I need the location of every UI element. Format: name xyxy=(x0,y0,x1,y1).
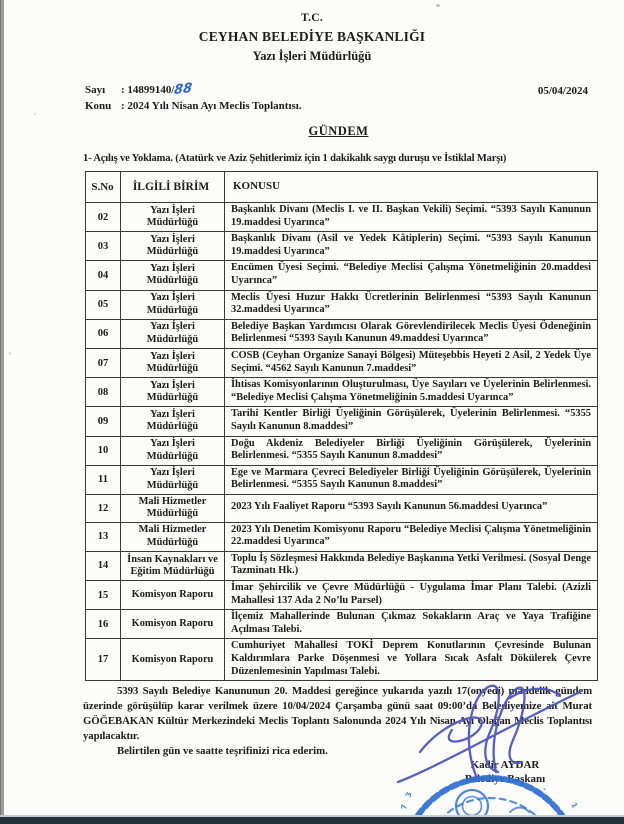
scan-edge-bottom-bar xyxy=(0,817,624,824)
scan-speck xyxy=(34,113,36,115)
cell-birim: Yazı İşleri Müdürlüğü xyxy=(121,319,225,348)
table-row xyxy=(86,290,598,319)
sayi-line xyxy=(85,82,302,98)
cell-birim: İnsan Kaynakları ve Eğitim Müdürlüğü xyxy=(121,551,225,580)
cell-no: 15 xyxy=(86,581,121,610)
cell-konu: Başkanlık Divanı (Asil ve Yedek Kâtiplerin) Seçimi. “5393 Sayılı Kanunun 19.maddesi Uyarınca” xyxy=(225,232,598,261)
cell-birim: Komisyon Raporu xyxy=(121,610,225,639)
cell-konu: Meclis Üyesi Huzur Hakkı Ücretlerinin Belirlenmesi “5393 Sayılı Kanunun 32.maddesi Uyarınca” xyxy=(225,290,598,319)
cell-birim: Yazı İşleri Müdürlüğü xyxy=(121,290,225,319)
table-row xyxy=(86,232,598,261)
signer-name: Kadir AYDAR xyxy=(470,759,540,771)
cell-no: 09 xyxy=(86,407,121,436)
invitation-line: Belirtilen gün ve saatte teşrifinizi rica ederim. xyxy=(117,745,328,758)
table-row xyxy=(86,639,598,681)
konu-value: : 2024 Yılı Nisan Ayı Meclis Toplantısı. xyxy=(121,100,302,112)
agenda-item-1: 1- Açılış ve Yoklama. (Atatürk ve Aziz Şehitlerimiz için 1 dakikalık saygı duruşu ve İstiklal Marşı) xyxy=(83,153,507,164)
table-row xyxy=(86,581,598,610)
svg-text:7: 7 xyxy=(399,803,410,811)
cell-no: 12 xyxy=(86,494,121,522)
cell-konu: İhtisas Komisyonlarının Oluşturulması, Üye Sayıları ve Üyelerinin Belirlenmesi. “Belediye Meclisi Çalışma Yönetmeliğinin 5.maddesi Uyarınca” xyxy=(225,378,598,407)
svg-text:3: 3 xyxy=(403,790,414,799)
cell-konu: İlçemiz Mahallerinde Bulunan Çıkmaz Sokakların Araç ve Yaya Trafiğine Açılması Talebi. xyxy=(225,610,598,639)
cell-birim: Yazı İşleri Müdürlüğü xyxy=(121,378,225,407)
svg-text:1: 1 xyxy=(569,801,580,810)
document-meta xyxy=(85,82,302,114)
table-row xyxy=(86,203,598,232)
cell-no: 08 xyxy=(86,378,121,407)
cell-no: 16 xyxy=(86,610,121,639)
cell-birim: Mali Hizmetler Müdürlüğü xyxy=(121,522,225,551)
cell-birim: Yazı İşleri Müdürlüğü xyxy=(121,203,225,232)
scan-speck xyxy=(436,4,440,7)
cell-konu: 2023 Yılı Faaliyet Raporu “5393 Sayılı Kanunun 56.maddesi Uyarınca” xyxy=(225,494,598,522)
cell-konu: Belediye Başkan Yardımcısı Olarak Görevlendirilecek Meclis Üyesi Ödeneğinin Belirlenmesi “5393 Sayılı Kanunun 49.maddesi Uyarınca” xyxy=(225,319,598,348)
table-row xyxy=(86,436,598,465)
table-row xyxy=(86,378,598,407)
sayi-handwritten-number: 88 xyxy=(173,80,194,99)
cell-konu: İmar Şehircilik ve Çevre Müdürlüğü - Uygulama İmar Planı Talebi. (Azizli Mahallesi 137 Ada 2 No’lu Parsel) xyxy=(225,581,598,610)
cell-no: 11 xyxy=(86,465,121,494)
table-header-row xyxy=(86,172,598,203)
scan-speck xyxy=(9,352,11,355)
header-konusu: KONUSU xyxy=(225,172,598,203)
sayi-value: : 14899140/ xyxy=(121,84,175,96)
cell-konu: 2023 Yılı Denetim Komisyonu Raporu “Belediye Meclisi Çalışma Yönetmeliğinin 22.maddesi Uyarınca” xyxy=(225,522,598,551)
konu-line xyxy=(85,98,302,114)
cell-birim: Yazı İşleri Müdürlüğü xyxy=(121,232,225,261)
cell-no: 03 xyxy=(86,232,121,261)
table-row xyxy=(86,465,598,494)
cell-birim: Yazı İşleri Müdürlüğü xyxy=(121,465,225,494)
cell-no: 02 xyxy=(86,203,121,232)
table-row xyxy=(86,348,598,377)
header-sno: S.No xyxy=(86,172,121,203)
scan-edge-left xyxy=(0,0,4,824)
agenda-table-body xyxy=(86,203,598,681)
cell-konu: Doğu Akdeniz Belediyeler Birliği Üyeliğinin Görüşülerek, Üyelerinin Belirlenmesi. “5355 Sayılı Kanunun 8.maddesi” xyxy=(225,436,598,465)
agenda-title: GÜNDEM xyxy=(308,124,369,138)
cell-birim: Yazı İşleri Müdürlüğü xyxy=(121,436,225,465)
closing-paragraph: 5393 Sayılı Belediye Kanununun 20. Maddesi gereğince yukarıda yazılı 17(onyedi) maddelik gündem üzerinde görüşülüp karar verilmek üzere 10/04/2024 Çarşamba günü saat 09:00’da Belediyemize ait Murat GÖĞEBAKAN Kültür Merkezindeki Meclis Toplantı Salonunda 2024 Yılı Nisan Ayı Olağan Meclis Toplantısı yapılacaktır. xyxy=(83,685,592,742)
header-municipality: CEYHAN BELEDİYE BAŞKANLIĞI xyxy=(198,29,426,44)
cell-konu: Cumhuriyet Mahallesi TOKİ Deprem Konutlarının Çevresinde Bulunan Kaldırımlara Parke Döşenmesi ve Yollara Sıcak Asfalt Dökülerek Çevre Düzenlemesinin Yapılması Talebi. xyxy=(225,639,598,681)
table-row xyxy=(86,494,598,522)
table-row xyxy=(86,551,598,580)
cell-konu: COSB (Ceyhan Organize Sanayi Bölgesi) Müteşebbis Heyeti 2 Asil, 2 Yedek Üye Seçimi. “4562 Sayılı Kanunun 7.maddesi” xyxy=(225,348,598,377)
cell-konu: Encümen Üyesi Seçimi. “Belediye Meclisi Çalışma Yönetmeliğinin 20.maddesi Uyarınca” xyxy=(225,261,598,290)
cell-no: 04 xyxy=(86,261,121,290)
document-body xyxy=(85,124,592,757)
svg-text:-: - xyxy=(540,784,549,794)
cell-birim: Yazı İşleri Müdürlüğü xyxy=(121,261,225,290)
cell-no: 06 xyxy=(86,319,121,348)
cell-konu: Ege ve Marmara Çevreci Belediyeler Birliği Üyeliğinin Görüşülerek, Üyelerinin Belirlenmesi. “5355 Sayılı Kanunun 8.maddesi” xyxy=(225,465,598,494)
signer-title: Belediye Başkanı xyxy=(464,773,546,785)
cell-no: 10 xyxy=(86,436,121,465)
cell-no: 05 xyxy=(86,290,121,319)
cell-birim: Yazı İşleri Müdürlüğü xyxy=(121,348,225,377)
header-tc: T.C. xyxy=(300,12,324,24)
header-ilgili-birim: İLGİLİ BİRİM xyxy=(121,172,225,203)
cell-birim: Mali Hizmetler Müdürlüğü xyxy=(121,494,225,522)
cell-birim: Yazı İşleri Müdürlüğü xyxy=(121,407,225,436)
sayi-label: Sayı xyxy=(85,84,106,96)
cell-no: 13 xyxy=(86,522,121,551)
table-row xyxy=(86,319,598,348)
cell-no: 17 xyxy=(86,639,121,681)
handwritten-signature xyxy=(392,678,597,798)
table-row xyxy=(86,610,598,639)
cell-konu: Toplu İş Sözleşmesi Hakkında Belediye Başkanına Yetki Verilmesi. (Sosyal Denge Tazminatı Hk.) xyxy=(225,551,598,580)
document-date: 05/04/2024 xyxy=(537,85,588,97)
cell-no: 07 xyxy=(86,348,121,377)
cell-no: 14 xyxy=(86,551,121,580)
table-row xyxy=(86,261,598,290)
cell-birim: Komisyon Raporu xyxy=(121,581,225,610)
cell-konu: Tarihi Kentler Birliği Üyeliğinin Görüşülerek, Üyelerinin Belirlenmesi. “5355 Sayılı Kanunun 8.maddesi” xyxy=(225,407,598,436)
agenda-table xyxy=(85,171,598,681)
konu-label: Konu xyxy=(85,100,112,112)
table-row xyxy=(86,407,598,436)
cell-konu: Başkanlık Divanı (Meclis I. ve II. Başkan Vekili) Seçimi. “5393 Sayılı Kanunun 19.maddesi Uyarınca” xyxy=(225,203,598,232)
cell-birim: Komisyon Raporu xyxy=(121,639,225,681)
header-department: Yazı İşleri Müdürlüğü xyxy=(252,49,372,63)
table-row xyxy=(86,522,598,551)
